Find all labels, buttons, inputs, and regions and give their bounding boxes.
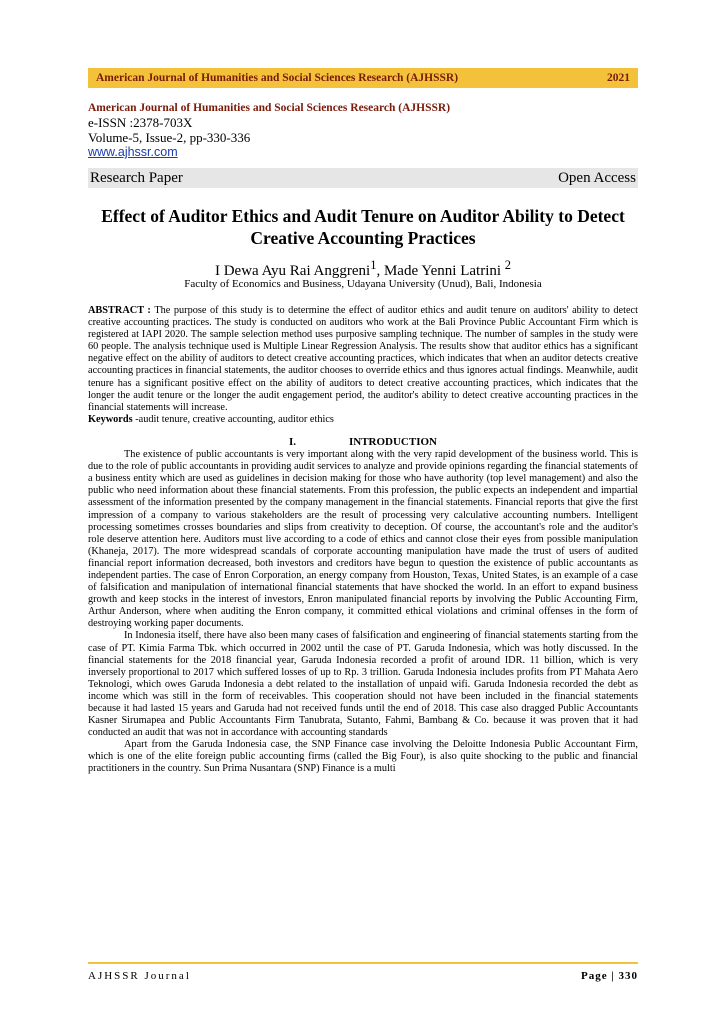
section-number: I. [288, 435, 297, 448]
paragraph-1: The existence of public accountants is very important along with the very rapid development of the business world. This is due to the role of public accountants in providing audit services to analyze and provide opinions regarding the financial statements of a business entity which are used as guidelines in decision making for those who have authority (top level management) and also the public who need information about these financial statements. From this profession, the public expects an independent and impartial assessment of the information presented by the company management in the financial statements. Financial reports that give the first impression of a company to various stakeholders are the result of processing very calculative accounting numbers. Intelligent processing sometimes crosses boundaries and slips from creativity to deception. Of course, the accountant's role and the auditor's role deserve attention here. Auditors must live according to a code of ethics and cannot close their eyes from possible manipulation (Khaneja, 2017). The more widespread scandals of corporate accounting manipulation have made the trust of users of audited financial report information decreased, both investors and creditors have begun to question the existence of public accountants as independent parties. The case of Enron Corporation, an energy company from Houston, Texas, United States, is an example of a case of falsification and manipulation of international financial statements that have shocked the world. In an effort to expand business growth and keep stocks in the interest of investors, Enron manipulated financial reports by involving the Public Accounting Firm, Arthur Anderson, where when auditing the Enron company, it committed ethical violations and criminal offenses in the form of destroying working paper documents. [88, 449, 638, 630]
keywords [88, 414, 638, 426]
running-header-year: 2021 [607, 72, 630, 84]
paper-title: Effect of Auditor Ethics and Audit Tenure on Auditor Ability to Detect Creative Accounting Practices [101, 206, 625, 248]
author-1: I Dewa Ayu Rai Anggreni [214, 263, 371, 279]
page-footer [88, 962, 638, 982]
section-title: INTRODUCTION [348, 435, 437, 448]
paper-body [88, 305, 638, 776]
page-number: Page | 330 [580, 970, 638, 982]
author-1-affil: 1 [370, 258, 377, 272]
open-access-label: Open Access [558, 169, 636, 186]
journal-url-link[interactable]: www.ajhssr.com [88, 145, 178, 159]
article-type-bar [88, 168, 638, 188]
affiliation: Faculty of Economics and Business, Udayana University (Unud), Bali, Indonesia [184, 278, 542, 290]
section-heading [88, 436, 638, 448]
abstract-label: ABSTRACT : [88, 305, 155, 316]
author-separator: , [376, 263, 384, 279]
abstract [88, 305, 638, 414]
volume-issue: Volume-5, Issue-2, pp-330-336 [88, 130, 251, 145]
issn: e-ISSN :2378-703X [88, 115, 193, 130]
authors [88, 258, 638, 280]
running-header [88, 68, 638, 88]
footer-journal: AJHSSR Journal [88, 970, 191, 982]
journal-meta [88, 101, 638, 160]
article-type: Research Paper [90, 169, 183, 186]
abstract-text: The purpose of this study is to determine the effect of auditor ethics and audit tenure on auditors' ability to detect creative accounting practices. The study is conducted on auditors who work at the Bali Province Public Accountant Firm which is registered at IAPI 2020. The sample selection method uses purposive sampling technique. The number of samples in the study were 60 people. The analysis technique used is Multiple Linear Regression Analysis. The results show that auditor ethics has a significant negative effect on the ability of auditors to detect creative accounting practices, which indicates that when an auditor detects creative accounting practices in financial statements, the auditor chooses to override ethics and thus ignores actual findings. Meanwhile, audit tenure has a significant positive effect on the ability of auditors to detect creative accounting practices, which indicates that the longer the audit tenure or the longer the audit engagement period, the auditor's ability to detect creative accounting practices in the financial statements will increase. [88, 305, 638, 413]
author-2: Made Yenni Latrini [383, 263, 505, 279]
paragraph-2: In Indonesia itself, there have also been many cases of falsification and engineering of financial statements starting from the case of PT. Kimia Farma Tbk. which occurred in 2002 until the case of PT. Garuda Indonesia, which was hotly discussed. In the financial statements for the 2018 financial year, Garuda Indonesia recorded a profit of around IDR. 11 billion, which is very inversely proportional to 2017 which suffered losses of up to Rp. 3 trillion. Garuda Indonesia includes profits from PT Mahata Aero Teknologi, which owes Garuda Indonesia a debt related to the installation of unpaid wifi. Garuda Indonesia recorded the debt as income which was still in the form of receivables. This cooperation should not have been included in the financial statements because it had lasted 15 years and Garuda had not received funds until the end of 2018. This case also dragged Public Accountants Kasner Sirumapea and Public Accountants Firm Tanubrata, Sutanto, Fahmi, Bambang & Co. because it was proven that it had conducted an audit that was not in accordance with accounting standards [88, 630, 638, 739]
keywords-text: -audit tenure, creative accounting, auditor ethics [135, 413, 334, 425]
footer-rule [88, 962, 638, 964]
author-2-affil: 2 [504, 258, 512, 272]
paragraph-3: Apart from the Garuda Indonesia case, the SNP Finance case involving the Deloitte Indonesia Public Accountant Firm, which is one of the elite foreign public accounting firms (called the Big Four), is also quite shocking to the public and financial practitioners in the country. Sun Prima Nusantara (SNP) Finance is a multi [88, 739, 638, 775]
journal-name: American Journal of Humanities and Social Sciences Research (AJHSSR) [88, 102, 451, 114]
keywords-label: Keywords [88, 413, 136, 425]
running-header-journal: American Journal of Humanities and Social Sciences Research (AJHSSR) [96, 72, 459, 84]
